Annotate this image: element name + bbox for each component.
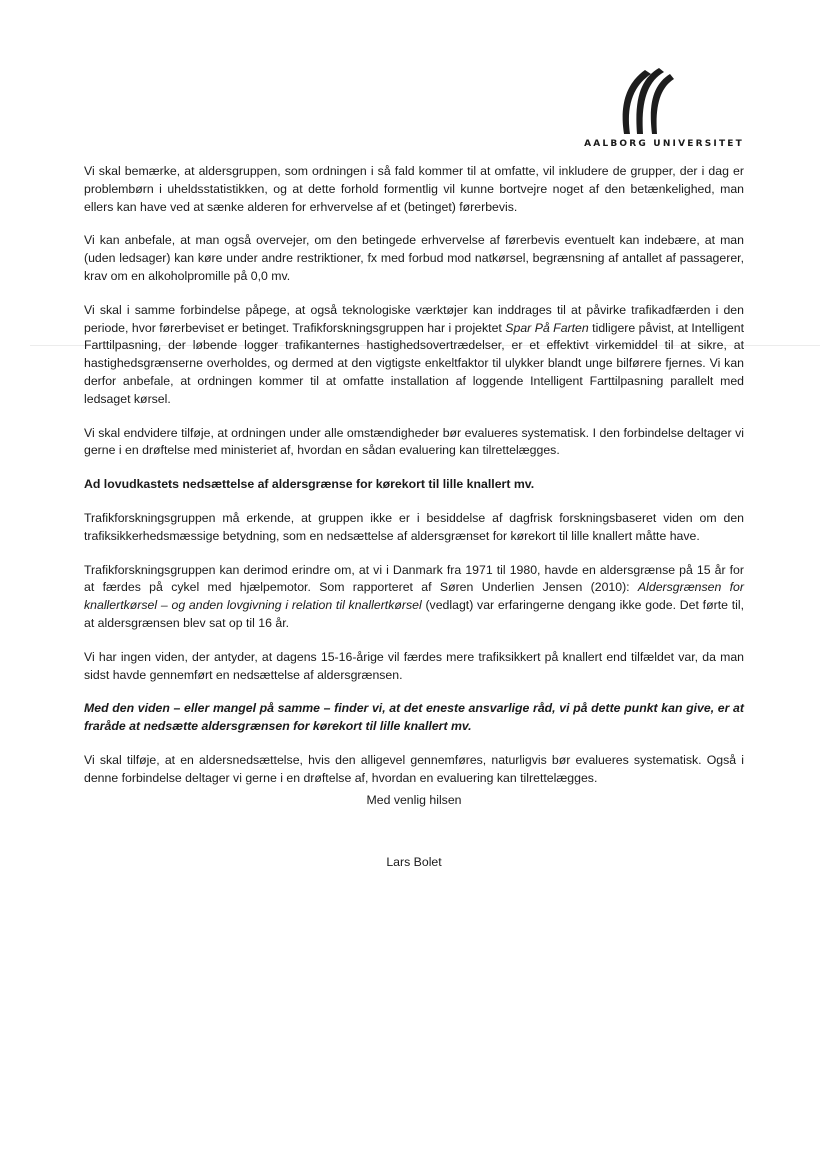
paragraph-text: Vi skal i samme forbindelse påpege, at også teknologiske værktøjer kan inddrages til at påvirke trafikadfærden i den periode, hvor førerbeviset er betinget. Trafikforskningsgruppen har i projektet — [84, 302, 744, 335]
paragraph — [84, 562, 744, 633]
project-title: Spar På Farten — [505, 320, 589, 335]
paragraph: Vi skal bemærke, at aldersgruppen, som ordningen i så fald kommer til at omfatte, vil inkludere de grupper, der i dag er problembørn i uheldsstatistikken, og at dette forhold formentlig vil kunne bortvejre noget af den betænkelighed, man ellers kan have ved at sænke alderen for erhvervelse af et (betinget) førerbevis. — [84, 164, 744, 214]
paragraph: Trafikforskningsgruppen må erkende, at gruppen ikke er i besiddelse af dagfrisk forskningsbaseret viden om den trafiksikkerhedsmæssige betydning, som en nedsættelse af aldersgrænset for kørekort til lille knallert måtte have. — [84, 510, 744, 543]
university-name: AALBORG UNIVERSITET — [584, 139, 744, 149]
paragraph: Vi har ingen viden, der antyder, at dagens 15-16-årige vil færdes mere trafiksikkert på knallert end tilfældet var, da man sidst havde gennemført en nedsættelse af aldersgrænsen. — [84, 649, 744, 682]
letter-body — [84, 163, 744, 804]
paragraph-text: (vedlagt) var erfaringerne dengang ikke gode. Det førte til, at aldersgrænsen blev sat op til 16 år. — [84, 598, 745, 630]
signature-name: Lars Bolet — [386, 855, 442, 869]
conclusion-statement: Med den viden – eller mangel på samme – finder vi, at det eneste ansvarlige råd, vi på dette punkt kan give, er at fraråde at nedsætte aldersgrænsen for kørekort til lille knallert mv. — [84, 701, 744, 734]
closing-greeting: Med venlig hilsen — [366, 793, 462, 807]
paragraph: Vi skal endvidere tilføje, at ordningen under alle omstændigheder bør evalueres systematisk. I den forbindelse deltager vi gerne i en drøftelse med ministeriet af, hvordan en sådan evaluering kan tilrettelægges. — [84, 425, 744, 458]
aau-wave-logo-icon — [612, 64, 678, 136]
paragraph — [84, 302, 744, 409]
paragraph-text: Trafikforskningsgruppen kan derimod erindre om, at vi i Danmark fra 1971 til 1980, havde en aldersgrænse på 15 år for at færdes på cykel med hjælpemotor. Som rapporteret af Søren Underlien Jensen (2010): — [84, 562, 744, 595]
section-heading: Ad lovudkastets nedsættelse af aldersgrænse for kørekort til lille knallert mv. — [84, 477, 535, 492]
paragraph: Vi skal tilføje, at en aldersnedsættelse, hvis den alligevel gennemføres, naturligvis bør evalueres systematisk. Også i denne forbindelse deltager vi gerne i en drøftelse af, hvordan en evaluering kan tilrettelægges. — [84, 752, 744, 785]
report-title: Aldersgrænsen for knallertkørsel – og anden lovgivning i relation til knallertkørsel — [84, 580, 744, 613]
paragraph: Vi kan anbefale, at man også overvejer, om den betingede erhvervelse af førerbevis eventuelt kan indebære, at man (uden ledsager) kan køre under andre restriktioner, fx med forbud mod natkørsel, begrænsning af antallet af passagerer, krav om en alkoholpromille på 0,0 mv. — [84, 233, 744, 283]
paragraph-text: tidligere påvist, at Intelligent Farttilpasning, der løbende logger trafikanternes hastighedsovertrædelser, er et effektivt virkemiddel til at sikre, at hastighedsgrænserne overholdes, og dermed at den vigtigste enkeltfaktor til ulykker blandt unge bilførere fjernes. Vi kan derfor anbefale, at ordningen kommer til at omfatte installation af loggende Intelligent Farttilpasning parallelt med ledsaget kørsel. — [84, 320, 745, 406]
